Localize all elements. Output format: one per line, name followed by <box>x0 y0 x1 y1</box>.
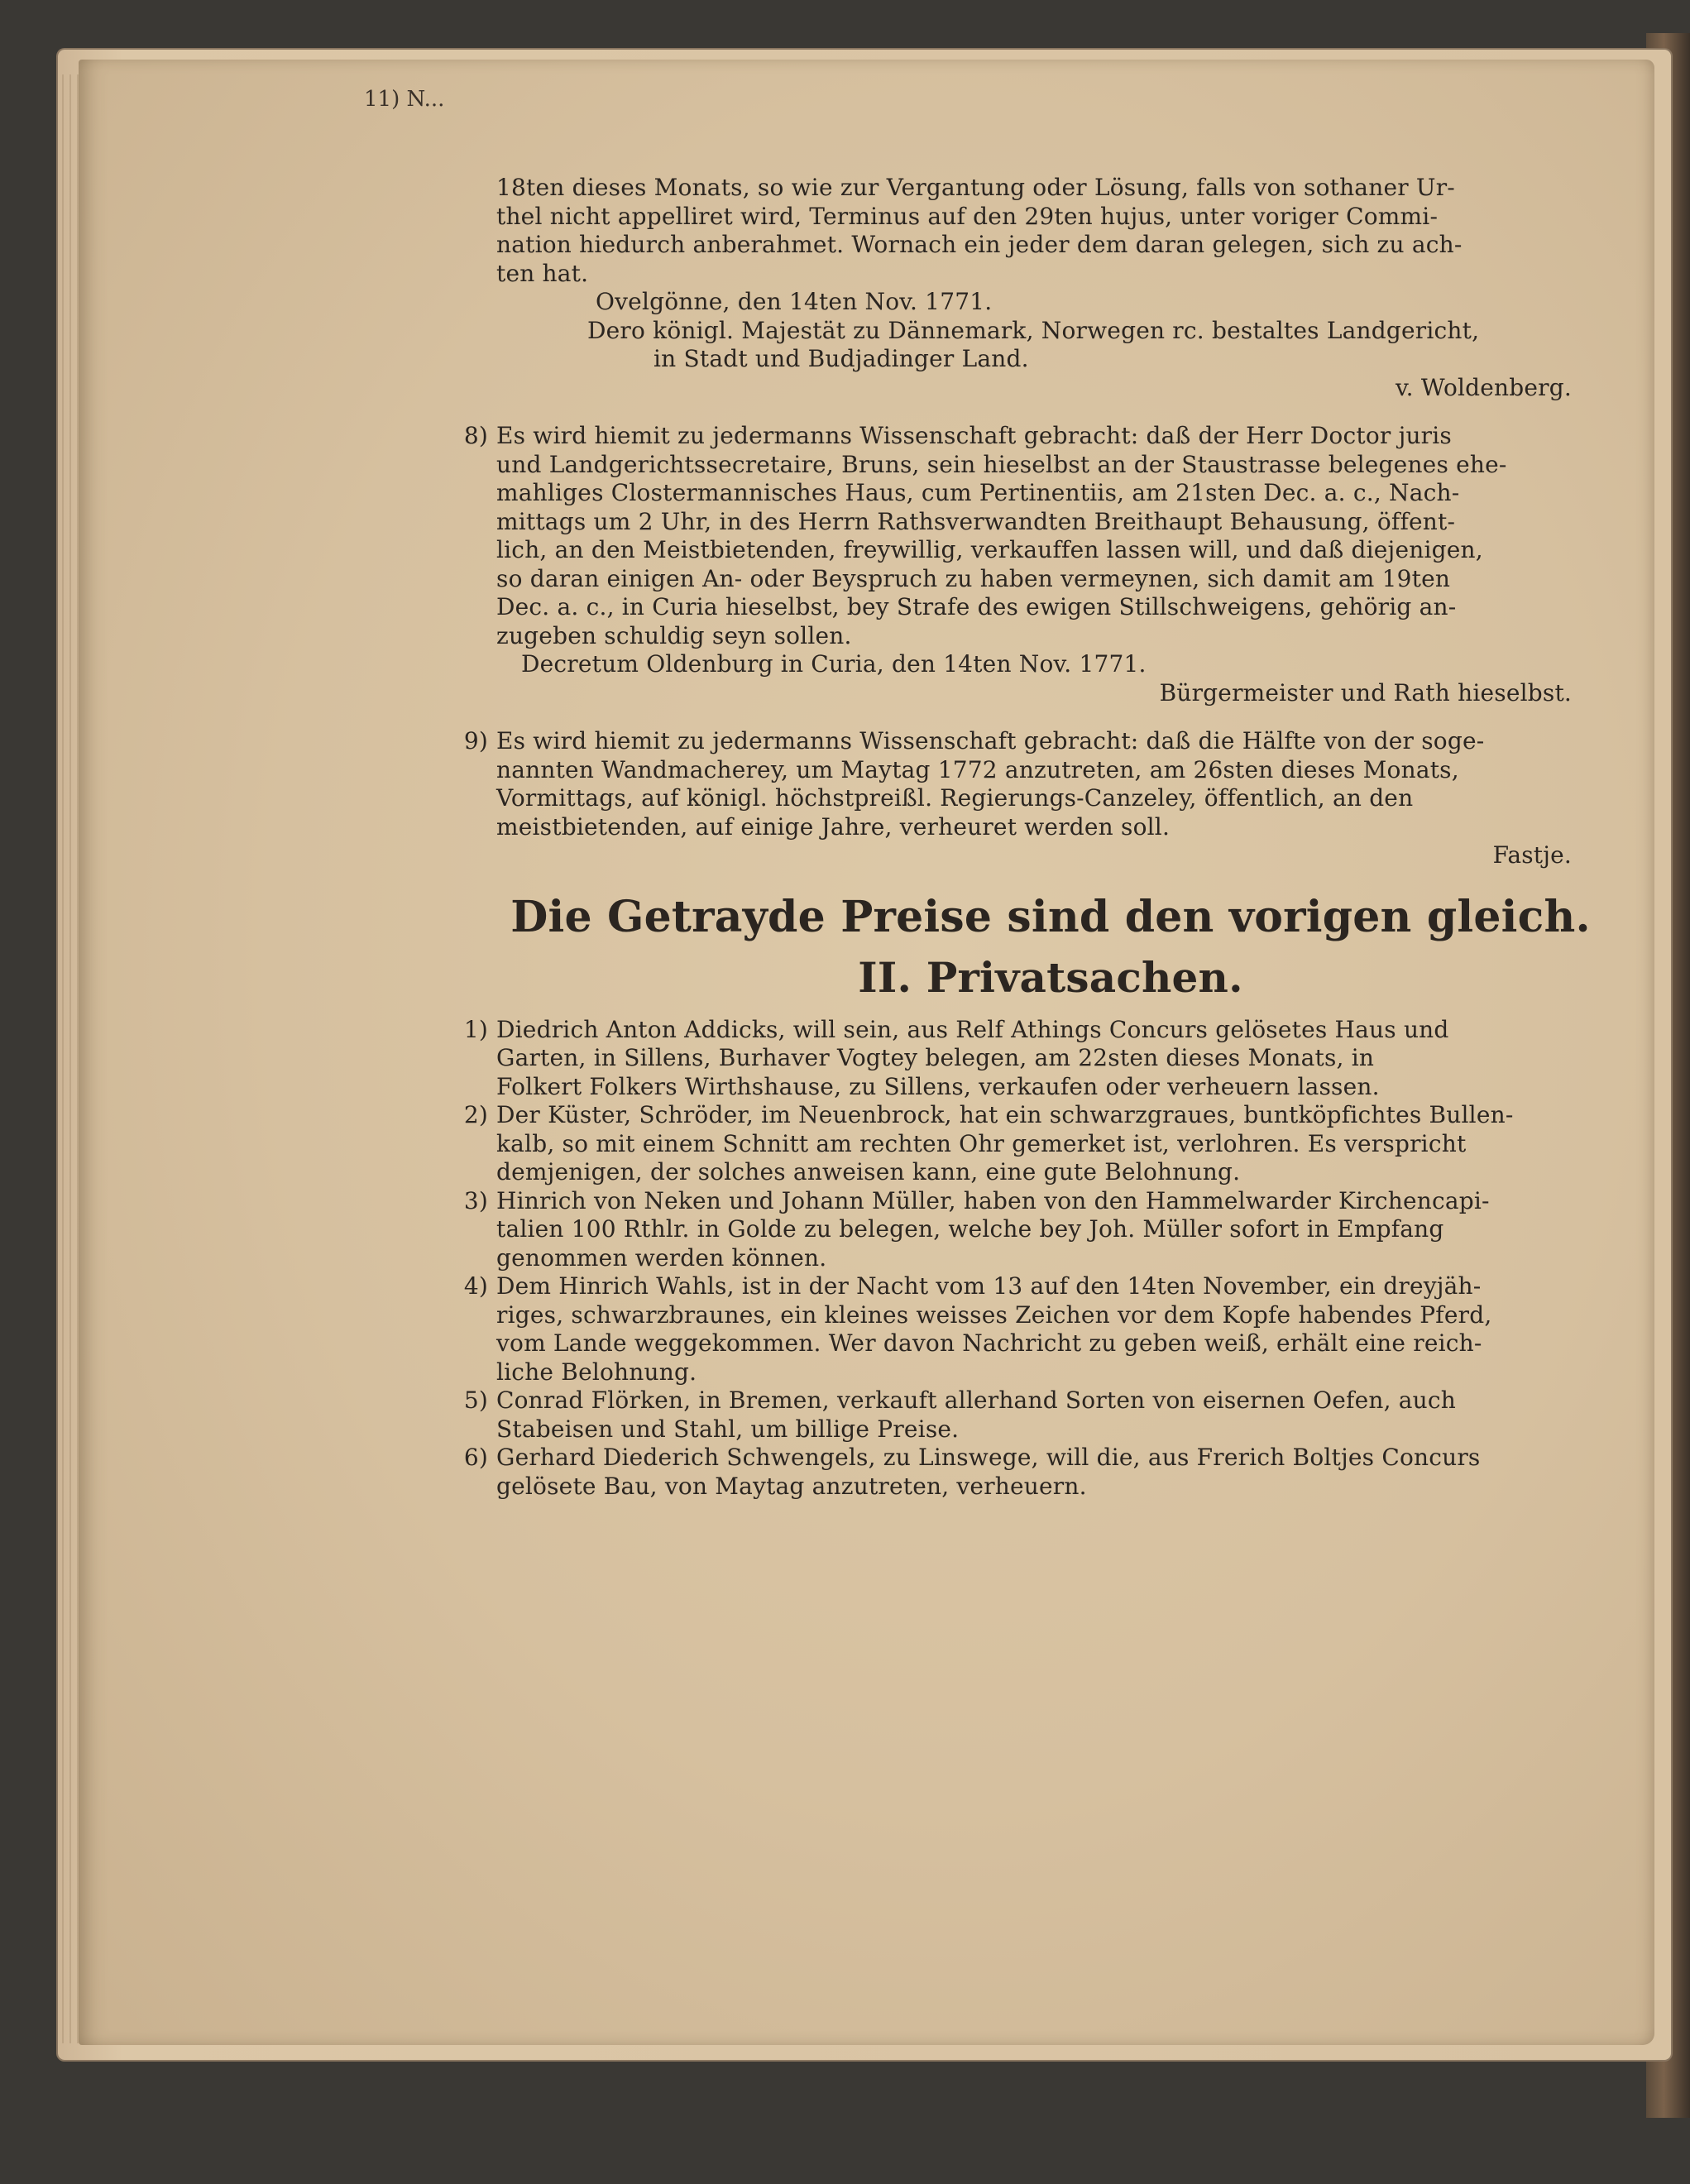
document-text <box>463 174 1605 1501</box>
private-entry-1 <box>463 1015 1605 1102</box>
decree-line: Decretum Oldenburg in Curia, den 14ten Nov. 1771. <box>521 650 1147 678</box>
text-line: riges, schwarzbraunes, ein kleines weisses Zeichen vor dem Kopfe habendes Pferd, <box>496 1300 1492 1329</box>
private-entry-3 <box>463 1186 1605 1273</box>
block1-body <box>496 174 1605 288</box>
text-line: talien 100 Rthlr. in Golde zu belegen, welche bey Joh. Müller sofort in Empfang <box>496 1215 1444 1243</box>
text-line: Garten, in Sillens, Burhaver Vogtey belegen, am 22sten dieses Monats, in <box>496 1044 1375 1071</box>
entry-number: 2) <box>463 1101 488 1128</box>
signature: v. Woldenberg. <box>1395 373 1572 401</box>
entry-number: 5) <box>463 1387 488 1414</box>
text-line: Stabeisen und Stahl, um billige Preise. <box>496 1415 960 1443</box>
text-line: Es wird hiemit zu jedermanns Wissenschaft gebracht: daß die Hälfte von der soge- <box>496 727 1485 754</box>
text-line: Dec. a. c., in Curia hieselbst, bey Strafe des ewigen Stillschweigens, gehörig an- <box>496 593 1457 620</box>
text-line: ten hat. <box>496 259 589 287</box>
text-line: vom Lande weggekommen. Wer davon Nachricht zu geben weiß, erhält eine reich- <box>496 1329 1482 1357</box>
signature: Bürgermeister und Rath hieselbst. <box>1159 678 1572 706</box>
signature: Fastje. <box>1492 841 1572 869</box>
entry-number: 3) <box>463 1186 488 1214</box>
authority-line: in Stadt und Budjadinger Land. <box>653 345 1029 372</box>
private-entry-4 <box>463 1272 1605 1387</box>
text-line: Vormittags, auf königl. höchstpreißl. Regierungs-Canzeley, öffentlich, an den <box>496 784 1414 812</box>
entry-number: 6) <box>463 1444 488 1471</box>
text-line: liche Belohnung. <box>496 1358 697 1386</box>
place-date: Ovelgönne, den 14ten Nov. 1771. <box>596 288 993 315</box>
text-line: thel nicht appelliret wird, Terminus auf den 29ten hujus, unter voriger Commi- <box>496 202 1439 230</box>
text-line: zugeben schuldig seyn sollen. <box>496 621 852 649</box>
grain-prices-heading: Die Getrayde Preise sind den vorigen gleich. <box>510 891 1591 942</box>
text-line: nannten Wandmacherey, um Maytag 1772 anzutreten, am 26sten dieses Monats, <box>496 755 1459 783</box>
text-line: mittags um 2 Uhr, in des Herrn Rathsverwandten Breithaupt Behausung, öffent- <box>496 507 1456 535</box>
text-line: und Landgerichtssecretaire, Bruns, sein hieselbst an der Staustrasse belegenes ehe- <box>496 450 1507 478</box>
page-number: 11) N... <box>364 87 445 112</box>
private-entry-5 <box>463 1387 1605 1444</box>
text-line: meistbietenden, auf einige Jahre, verheuret werden soll. <box>496 812 1171 841</box>
text-line: Der Küster, Schröder, im Neuenbrock, hat ein schwarzgraues, buntköpfichtes Bullen- <box>496 1101 1514 1128</box>
text-line: 18ten dieses Monats, so wie zur Vergantung oder Lösung, falls von sothaner Ur- <box>496 174 1455 201</box>
entry-number: 8) <box>463 422 488 449</box>
text-line: nation hiedurch anberahmet. Wornach ein jeder dem daran gelegen, sich zu ach- <box>496 231 1463 258</box>
authority-line: Dero königl. Majestät zu Dännemark, Norwegen rc. bestaltes Landgericht, <box>587 316 1480 344</box>
private-entry-6 <box>463 1444 1605 1501</box>
private-entry-2 <box>463 1101 1605 1187</box>
text-line: so daran einigen An- oder Beyspruch zu haben vermeynen, sich damit am 19ten <box>496 564 1451 592</box>
notice-entry-9 <box>463 727 1605 870</box>
text-line: Gerhard Diederich Schwengels, zu Linswege, will die, aus Frerich Boltjes Concurs <box>496 1444 1481 1471</box>
text-line: Conrad Flörken, in Bremen, verkauft allerhand Sorten von eisernen Oefen, auch <box>496 1387 1457 1414</box>
entry-number: 4) <box>463 1272 488 1300</box>
text-line: Es wird hiemit zu jedermanns Wissenschaft gebracht: daß der Herr Doctor juris <box>496 422 1452 449</box>
private-matters-heading: II. Privatsachen. <box>858 952 1243 1002</box>
text-line: kalb, so mit einem Schnitt am rechten Ohr gemerket ist, verlohren. Es verspricht <box>496 1129 1467 1157</box>
text-line: genommen werden können. <box>496 1243 827 1272</box>
text-line: Hinrich von Neken und Johann Müller, haben von den Hammelwarder Kirchencapi- <box>496 1186 1490 1214</box>
text-line: lich, an den Meistbietenden, freywillig, verkauffen lassen will, und daß diejenigen, <box>496 536 1483 563</box>
notice-entry-8 <box>463 422 1605 707</box>
text-line: Diedrich Anton Addicks, will sein, aus Relf Athings Concurs gelösetes Haus und <box>496 1015 1449 1043</box>
entry-number: 9) <box>463 727 488 754</box>
text-line: mahliges Clostermannisches Haus, cum Pertinentiis, am 21sten Dec. a. c., Nach- <box>496 479 1460 506</box>
text-line: demjenigen, der solches anweisen kann, eine gute Belohnung. <box>496 1158 1241 1185</box>
text-line: Folkert Folkers Wirthshause, zu Sillens, verkaufen oder verheuern lassen. <box>496 1072 1380 1100</box>
entry-number: 1) <box>463 1015 488 1043</box>
text-line: gelösete Bau, von Maytag anzutreten, verheuern. <box>496 1472 1087 1500</box>
text-line: Dem Hinrich Wahls, ist in der Nacht vom 13 auf den 14ten November, ein dreyjäh- <box>496 1272 1482 1300</box>
